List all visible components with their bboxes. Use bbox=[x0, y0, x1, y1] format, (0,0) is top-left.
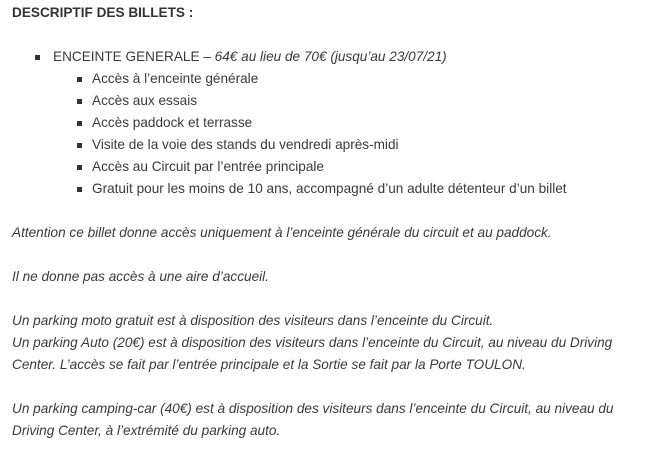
spacer bbox=[12, 288, 646, 310]
feature-item bbox=[92, 134, 646, 156]
ticket-item bbox=[12, 46, 646, 200]
no-reception-text: Il ne donne pas accès à une aire d’accueil. bbox=[12, 269, 269, 284]
feature-item bbox=[92, 112, 646, 134]
campervan-parking-text: Un parking camping-car (40€) est à disposition des visiteurs dans l’enceinte du Circuit, au niveau du Driving Center, à l’extrémité du parking auto. bbox=[12, 401, 614, 438]
feature-item bbox=[92, 90, 646, 112]
spacer bbox=[12, 24, 646, 46]
feature-text: Visite de la voie des stands du vendredi après-midi bbox=[92, 137, 399, 152]
moto-parking-text: Un parking moto gratuit est à disposition des visiteurs dans l’enceinte du Circuit. bbox=[12, 313, 494, 328]
feature-text: Accès aux essais bbox=[92, 93, 198, 108]
ticket-list bbox=[12, 46, 646, 200]
feature-text: Accès au Circuit par l’entrée principale bbox=[92, 159, 324, 174]
access-warning-text: Attention ce billet donne accès uniquement à l’enceinte générale du circuit et au paddock. bbox=[12, 225, 552, 240]
feature-item bbox=[92, 178, 646, 200]
feature-text: Accès paddock et terrasse bbox=[92, 115, 253, 130]
ticket-separator: – bbox=[199, 49, 215, 64]
feature-text: Accès à l’enceinte générale bbox=[92, 71, 259, 86]
ticket-features-list bbox=[92, 68, 646, 200]
ticket-name: ENCEINTE GENERALE bbox=[53, 49, 200, 64]
ticket-price-note: 64€ au lieu de 70€ (jusqu’au 23/07/21) bbox=[214, 49, 447, 64]
auto-parking-text: Un parking Auto (20€) est à disposition des visiteurs dans l’enceinte du Circuit, au niveau du Driving Center. L’accès se fait par l’entrée principale et la Sortie se fait par la Porte TOULON. bbox=[12, 335, 613, 372]
section-heading: DESCRIPTIF DES BILLETS : bbox=[12, 5, 194, 20]
feature-item bbox=[92, 68, 646, 90]
feature-item bbox=[92, 156, 646, 178]
spacer bbox=[12, 376, 646, 398]
spacer bbox=[12, 200, 646, 222]
spacer bbox=[12, 244, 646, 266]
feature-text: Gratuit pour les moins de 10 ans, accompagné d’un adulte détenteur d’un billet bbox=[92, 181, 567, 196]
